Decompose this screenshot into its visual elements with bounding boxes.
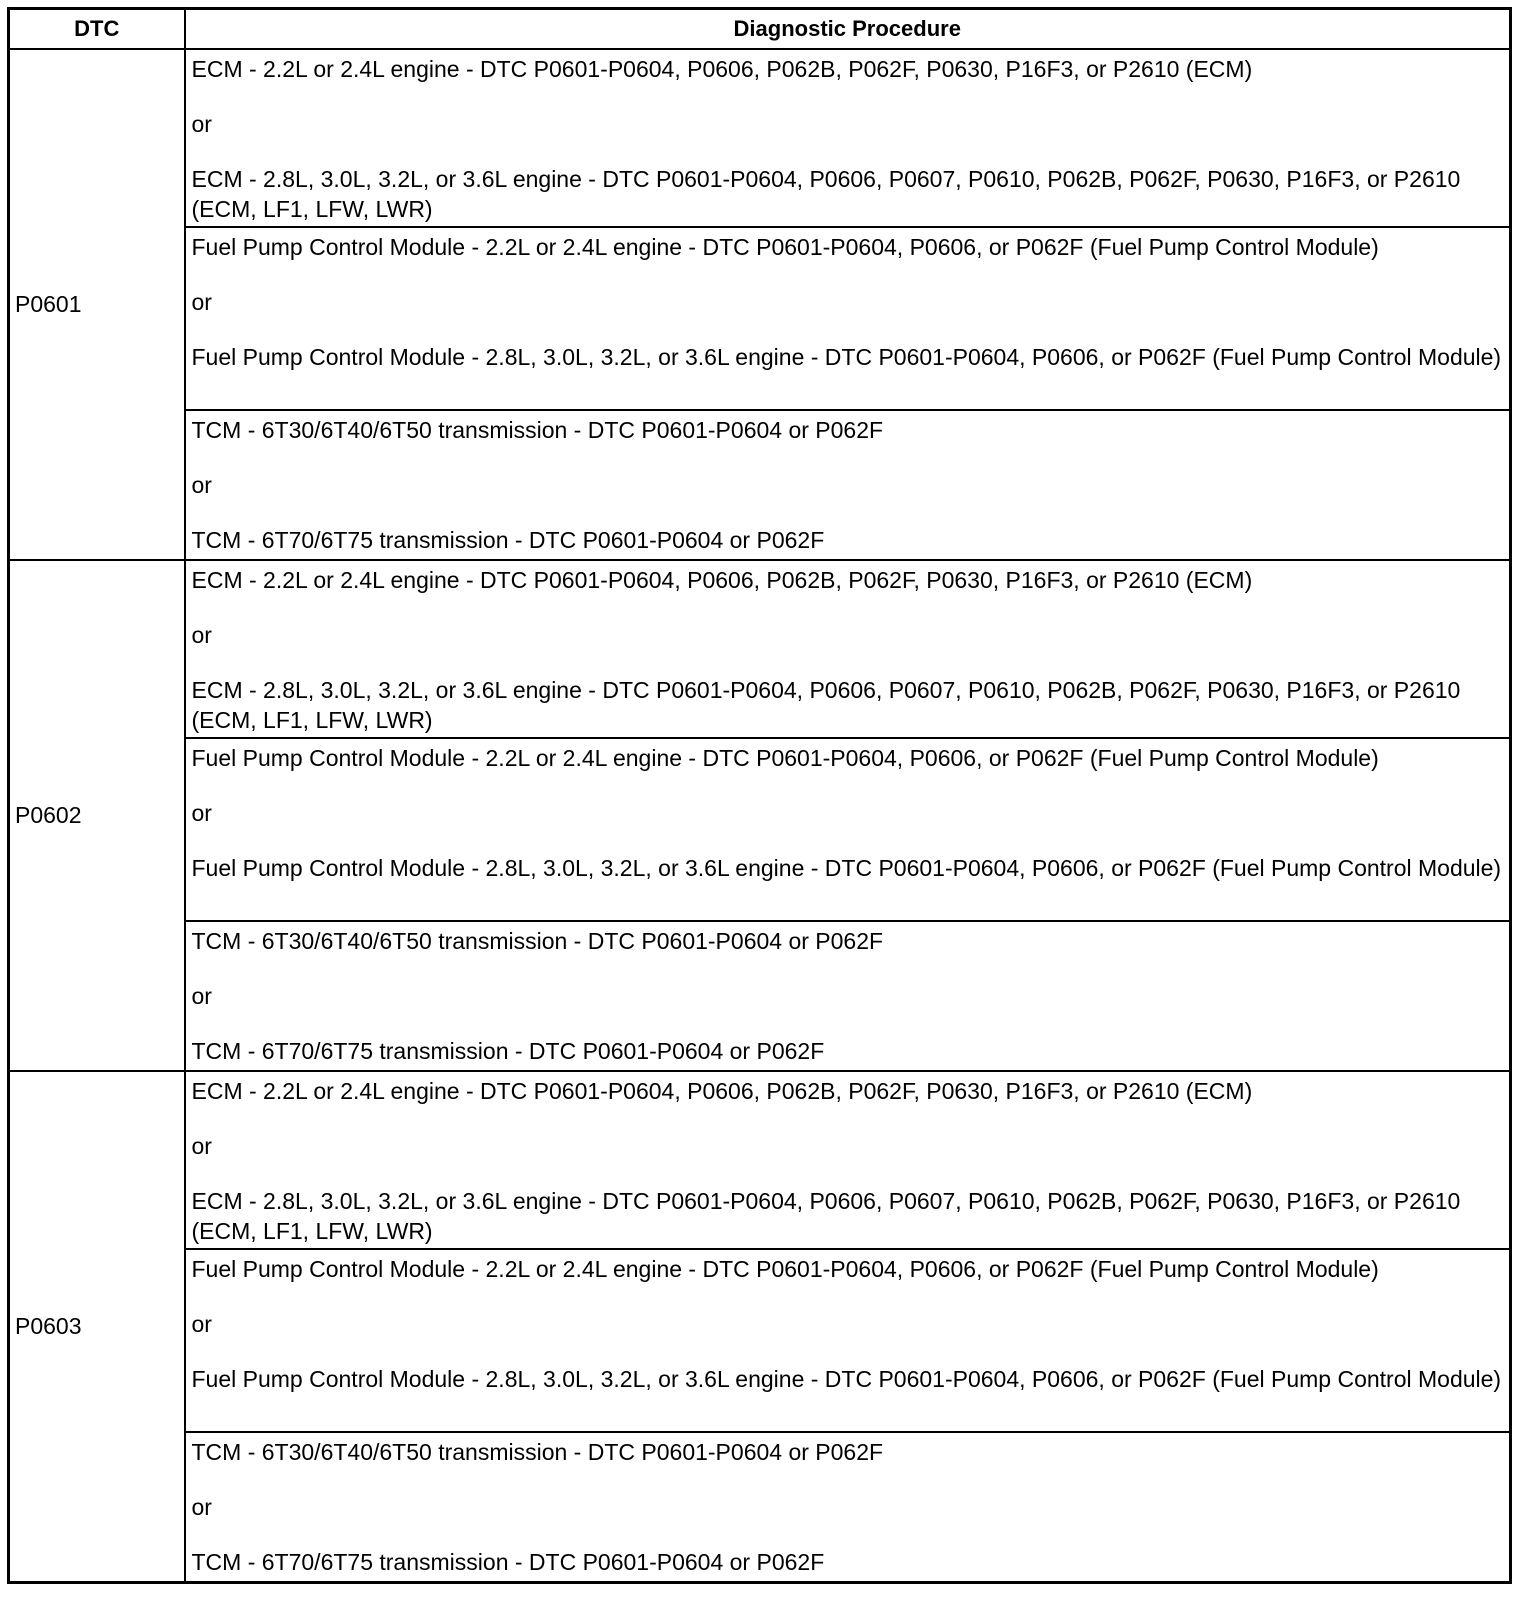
dtc-code-cell: P0601	[9, 49, 185, 560]
table-row	[9, 410, 1511, 560]
procedure-text: TCM - 6T70/6T75 transmission - DTC P0601-P0604 or P062F	[191, 1038, 825, 1064]
table-row	[9, 560, 1511, 738]
procedure-cell	[185, 738, 1511, 921]
procedure-text: TCM - 6T30/6T40/6T50 transmission - DTC P0601-P0604 or P062F	[191, 417, 884, 443]
table-row	[9, 1071, 1511, 1249]
procedure-cell	[185, 1432, 1511, 1582]
procedure-cell	[185, 227, 1511, 410]
dtc-code-cell: P0603	[9, 1071, 185, 1582]
procedure-text: TCM - 6T30/6T40/6T50 transmission - DTC P0601-P0604 or P062F	[191, 928, 884, 954]
procedure-or: or	[191, 1133, 212, 1159]
table-row	[9, 227, 1511, 410]
table-row	[9, 738, 1511, 921]
procedure-text: Fuel Pump Control Module - 2.8L, 3.0L, 3.2L, or 3.6L engine - DTC P0601-P0604, P0606, or P062F (Fuel Pump Control Module)	[191, 344, 1502, 370]
procedure-text: TCM - 6T30/6T40/6T50 transmission - DTC P0601-P0604 or P062F	[191, 1439, 884, 1465]
procedure-text: TCM - 6T70/6T75 transmission - DTC P0601-P0604 or P062F	[191, 1549, 825, 1575]
procedure-text: Fuel Pump Control Module - 2.8L, 3.0L, 3.2L, or 3.6L engine - DTC P0601-P0604, P0606, or P062F (Fuel Pump Control Module)	[191, 1366, 1502, 1392]
procedure-text: ECM - 2.2L or 2.4L engine - DTC P0601-P0604, P0606, P062B, P062F, P0630, P16F3, or P2610 (ECM)	[191, 1078, 1253, 1104]
dtc-code-cell: P0602	[9, 560, 185, 1071]
procedure-or: or	[191, 472, 212, 498]
procedure-or: or	[191, 289, 212, 315]
procedure-text: Fuel Pump Control Module - 2.8L, 3.0L, 3.2L, or 3.6L engine - DTC P0601-P0604, P0606, or P062F (Fuel Pump Control Module)	[191, 855, 1502, 881]
procedure-cell	[185, 560, 1511, 738]
procedure-text: TCM - 6T70/6T75 transmission - DTC P0601-P0604 or P062F	[191, 527, 825, 553]
procedure-or: or	[191, 983, 212, 1009]
procedure-text: ECM - 2.8L, 3.0L, 3.2L, or 3.6L engine - DTC P0601-P0604, P0606, P0607, P0610, P062B, P062F, P0630, P16F3, or P2610 (ECM, LF1, LFW, LWR)	[191, 166, 1461, 222]
procedure-cell	[185, 410, 1511, 560]
procedure-or: or	[191, 1311, 212, 1337]
table-row	[9, 921, 1511, 1071]
table-row	[9, 1249, 1511, 1432]
procedure-text: Fuel Pump Control Module - 2.2L or 2.4L engine - DTC P0601-P0604, P0606, or P062F (Fuel Pump Control Module)	[191, 1256, 1379, 1282]
column-header-dtc: DTC	[9, 9, 185, 50]
dtc-table	[7, 7, 1512, 1584]
procedure-text: ECM - 2.2L or 2.4L engine - DTC P0601-P0604, P0606, P062B, P062F, P0630, P16F3, or P2610 (ECM)	[191, 567, 1253, 593]
procedure-cell	[185, 1249, 1511, 1432]
procedure-cell	[185, 921, 1511, 1071]
procedure-cell	[185, 49, 1511, 227]
procedure-or: or	[191, 1494, 212, 1520]
procedure-text: Fuel Pump Control Module - 2.2L or 2.4L engine - DTC P0601-P0604, P0606, or P062F (Fuel Pump Control Module)	[191, 745, 1379, 771]
procedure-or: or	[191, 111, 212, 137]
procedure-text: ECM - 2.8L, 3.0L, 3.2L, or 3.6L engine - DTC P0601-P0604, P0606, P0607, P0610, P062B, P062F, P0630, P16F3, or P2610 (ECM, LF1, LFW, LWR)	[191, 1188, 1461, 1244]
procedure-or: or	[191, 800, 212, 826]
procedure-text: ECM - 2.2L or 2.4L engine - DTC P0601-P0604, P0606, P062B, P062F, P0630, P16F3, or P2610 (ECM)	[191, 56, 1253, 82]
column-header-procedure: Diagnostic Procedure	[185, 9, 1511, 50]
table-row	[9, 49, 1511, 227]
procedure-cell	[185, 1071, 1511, 1249]
procedure-or: or	[191, 622, 212, 648]
procedure-text: Fuel Pump Control Module - 2.2L or 2.4L engine - DTC P0601-P0604, P0606, or P062F (Fuel Pump Control Module)	[191, 234, 1379, 260]
table-row	[9, 1432, 1511, 1582]
procedure-text: ECM - 2.8L, 3.0L, 3.2L, or 3.6L engine - DTC P0601-P0604, P0606, P0607, P0610, P062B, P062F, P0630, P16F3, or P2610 (ECM, LF1, LFW, LWR)	[191, 677, 1461, 733]
header-row	[9, 9, 1511, 50]
